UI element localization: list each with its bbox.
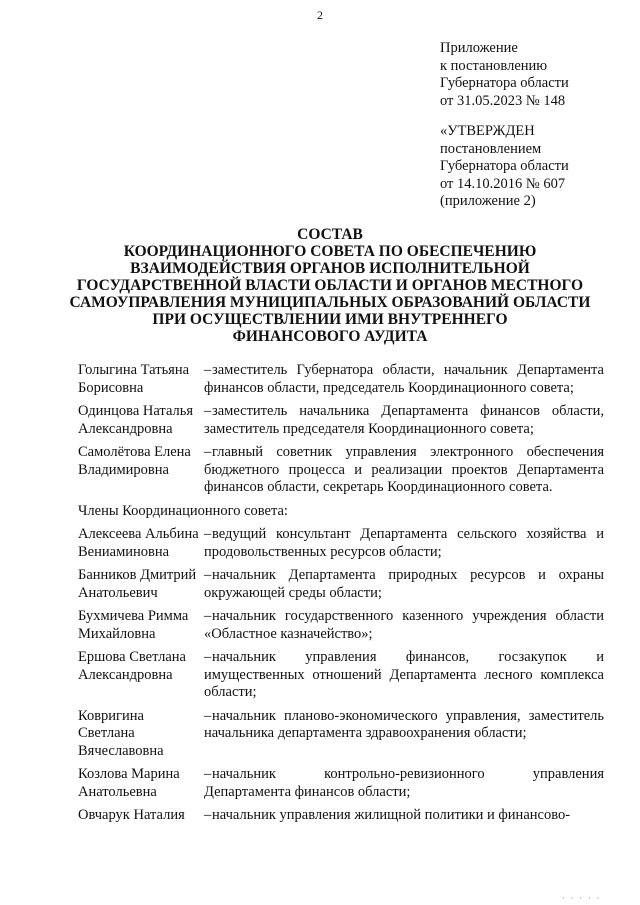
approval-line: постановлением [440,140,542,157]
member-name [78,444,204,497]
dash: – [204,444,212,460]
member-position [204,403,604,438]
name-line: Козлова Марина [78,766,180,782]
annex-line: от 31.05.2023 № 148 [440,92,566,109]
name-line: Вениаминовна [78,543,170,560]
leadership-entry [78,403,604,438]
name-line: Александровна [78,420,173,437]
member-name [78,526,204,561]
annex-reference [440,40,630,110]
position-text: начальник управления жилищной политики и финансово- [212,807,571,823]
member-position [204,766,604,801]
scan-artifact: · · · · · [562,894,602,903]
position-text: ведущий консультант Департамента сельского хозяйства и продовольственных ресурсов области; [204,526,604,560]
dash: – [204,807,212,823]
name-line: Светлана [78,725,135,741]
name-line: Ковригина [78,707,144,724]
member-name [78,403,204,438]
name-line: Одинцова Наталья [78,403,194,419]
member-position [204,807,604,825]
member-name [78,362,204,397]
approval-line: от 14.10.2016 № 607 [440,175,566,192]
position-text: начальник управления финансов, госзакупок и имущественных отношений Департамента лесного комплекса области; [204,649,604,700]
member-position [204,444,604,497]
member-name [78,608,204,643]
name-line: Анатольевна [78,783,157,800]
name-line: Голыгина Татьяна [78,362,190,378]
position-text: начальник планово-экономического управления, заместитель начальника департамента здравоохранения области; [204,707,604,741]
position-text: главный советник управления электронного обеспечения бюджетного процесса и реализации проектов Департамента финансов области, секретарь Координационного совета. [204,444,604,495]
leadership-entry [78,444,604,497]
name-line: Бухмичева Римма [78,608,189,624]
member-position [204,362,604,397]
approval-line: «УТВЕРЖДЕН [440,123,535,139]
title-line: ВЗАИМОДЕЙСТВИЯ ОРГАНОВ ИСПОЛНИТЕЛЬНОЙ [130,260,530,277]
member-position [204,708,604,761]
title-line: ФИНАНСОВОГО АУДИТА [232,328,428,345]
position-text: заместитель начальника Департамента финансов области, заместитель председателя Координационного совета; [204,403,604,437]
member-entry [78,807,604,825]
name-line: Владимировна [78,461,169,478]
annex-line: Приложение [440,40,518,56]
member-name [78,766,204,801]
member-entry [78,766,604,801]
approval-reference [440,123,630,211]
name-line: Алексеева Альбина [78,526,199,542]
dash: – [204,403,212,419]
annex-line: к постановлению [440,57,548,74]
position-text: заместитель Губернатора области, начальник Департамента финансов области, председатель Координационного совета; [204,362,604,396]
dash: – [204,608,212,624]
member-name [78,708,204,761]
title-line: КООРДИНАЦИОННОГО СОВЕТА ПО ОБЕСПЕЧЕНИЮ [123,243,537,260]
title-line: ПРИ ОСУЩЕСТВЛЕНИИ ИМИ ВНУТРЕННЕГО [152,311,508,328]
name-line: Самолётова Елена [78,444,191,460]
name-line: Банников Дмитрий [78,567,197,583]
name-line: Борисовна [78,379,144,396]
member-entry [78,526,604,561]
position-text: начальник государственного казенного учреждения области «Областное казначейство»; [204,608,604,642]
member-position [204,649,604,702]
dash: – [204,707,212,724]
page-number: 2 [317,8,323,22]
annex-line: Губернатора области [440,75,569,91]
member-entry [78,649,604,702]
member-name [78,567,204,602]
dash: – [204,362,212,378]
name-line: Анатольевич [78,584,158,601]
approval-line: (приложение 2) [440,193,536,209]
name-line: Александровна [78,666,173,683]
position-text: начальник Департамента природных ресурсов и охраны окружающей среды области; [204,567,604,601]
title-line: ГОСУДАРСТВЕННОЙ ВЛАСТИ ОБЛАСТИ И ОРГАНОВ МЕСТНОГО [76,277,584,294]
members-label: Члены Координационного совета: [78,502,288,519]
dash: – [204,526,212,542]
title-line: САМОУПРАВЛЕНИЯ МУНИЦИПАЛЬНЫХ ОБРАЗОВАНИЙ ОБЛАСТИ [69,294,591,311]
name-line: Михайловна [78,625,156,642]
member-position [204,608,604,643]
name-line: Ершова Светлана [78,649,186,665]
member-name [78,807,204,825]
dash: – [204,567,212,583]
position-text: начальник контрольно-ревизионного управления Департамента финансов области; [204,766,604,800]
document-title [60,226,600,345]
member-entry [78,708,604,761]
title-line: СОСТАВ [297,226,363,243]
member-position [204,526,604,561]
dash: – [204,766,212,782]
dash: – [204,649,212,665]
member-entry [78,608,604,643]
name-line: Овчарук Наталия [78,807,185,823]
member-position [204,567,604,602]
approval-line: Губернатора области [440,158,569,174]
leadership-entry [78,362,604,397]
member-entry [78,567,604,602]
council-composition [78,362,604,831]
member-name [78,649,204,702]
name-line: Вячеславовна [78,742,164,759]
